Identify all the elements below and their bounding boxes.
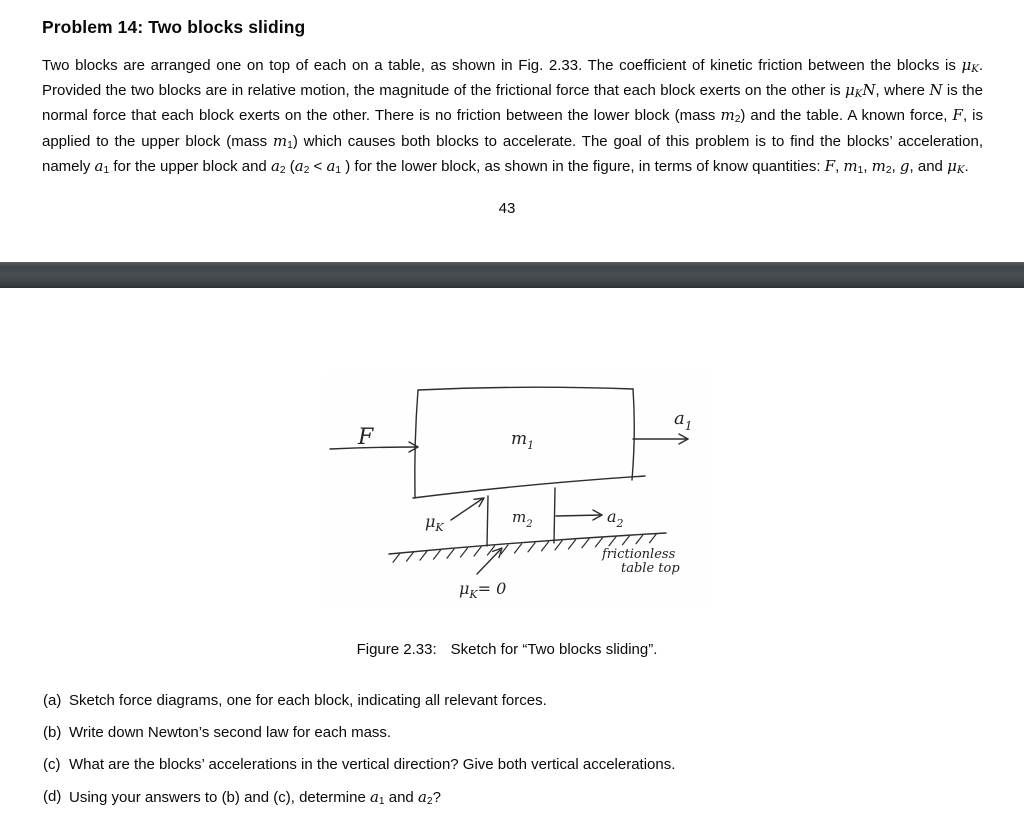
question-b-text: Write down Newton’s second law for each mass. (69, 724, 392, 741)
question-c-label: (c) (43, 756, 61, 773)
question-a (43, 691, 983, 711)
figure-caption (0, 641, 1014, 658)
sketch-label-muk-zero: $\mu_K= 0$ (459, 579, 507, 601)
two-blocks-sketch (325, 372, 710, 607)
question-b (43, 723, 983, 743)
sketch-label-F: F (358, 425, 374, 450)
question-b-label: (b) (43, 724, 62, 741)
sketch-label-muk: $\mu_K$ (425, 512, 444, 534)
page-separator-bar (0, 262, 1024, 288)
figure-sketch (325, 372, 710, 607)
sketch-label-m1: $m_1$ (511, 429, 535, 452)
force-F-arrow (330, 442, 418, 452)
question-list (43, 691, 983, 824)
figure-caption-text: Sketch for “Two blocks sliding”. (450, 641, 658, 658)
question-a-text: Sketch force diagrams, one for each block, indicating all relevant forces. (69, 692, 547, 709)
sketch-note-frictionless: frictionless (602, 547, 676, 562)
mu-k-arrow (451, 498, 484, 520)
figure-caption-label: Figure 2.33: (356, 641, 437, 658)
accel-a2-arrow (556, 510, 602, 520)
question-c (43, 755, 983, 775)
question-d (43, 787, 983, 812)
sketch-label-a2: $a_2$ (607, 507, 624, 530)
sketch-note-tabletop: table top (621, 561, 680, 576)
sketch-label-m2: $m_2$ (512, 508, 533, 530)
page-number: 43 (498, 200, 516, 217)
problem-statement: Two blocks are arranged one on top of each on a table, as shown in Fig. 2.33. The coefficient of kinetic friction between the blocks is μK. Provided the two blocks are in relative motion, the magnitude of the frictional force that each block exerts on the other is μKN, where N is the normal force that each block exerts on the other. There is no friction between the lower block (mass m2) and the table. A known force, F, is applied to the upper block (mass m1) which causes both blocks to accelerate. The goal of this problem is to find the blocks’ acceleration, namely a1 for the upper block and a2 (a2 < a1 ) for the lower block, as shown in the figure, in terms of know quantities: F, m1, m2, g, and μK. (42, 56, 984, 177)
page-title: Problem 14: Two blocks sliding (42, 17, 306, 37)
question-d-text: Using your answers to (b) and (c), determine a1 and a2? (69, 788, 441, 808)
question-a-label: (a) (43, 692, 62, 709)
accel-a1-arrow (633, 434, 688, 444)
question-c-text: What are the blocks’ accelerations in the vertical direction? Give both vertical accelerations. (69, 756, 676, 773)
sketch-label-a1: $a_1$ (674, 408, 693, 433)
question-d-label: (d) (43, 788, 62, 805)
